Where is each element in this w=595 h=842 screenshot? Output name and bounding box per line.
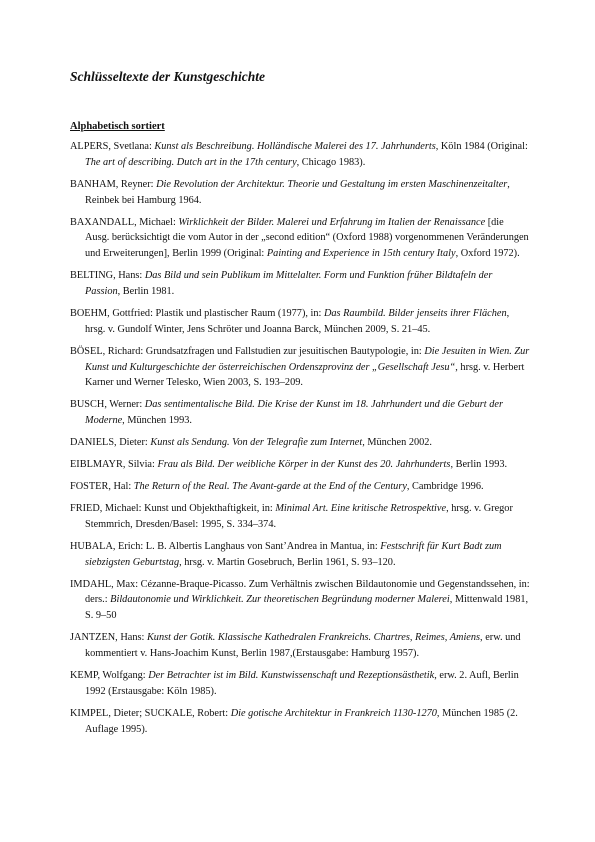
entry-text: JANTZEN, Hans: — [70, 632, 147, 644]
entry-text: , Reinbek bei Hamburg 1964. — [85, 178, 510, 206]
entry-text: , Oxford 1972). — [455, 248, 520, 260]
bibliography-entry — [70, 457, 530, 473]
entry-text: BÖSEL, Richard: Grundsatzfragen und Fallstudien zur jesuitischen Bautypologie, in: — [70, 345, 425, 357]
entry-text: , München 1985 (2. Auflage 1995). — [85, 707, 518, 735]
entry-text: FRIED, Michael: Kunst und Objekthaftigkeit, in: — [70, 503, 276, 515]
entry-text: KIMPEL, Dieter; SUCKALE, Robert: — [70, 707, 231, 719]
entry-title-text: Die Revolution der Architektur. Theorie und Gestaltung im ersten Maschinenzeitalter — [156, 178, 508, 190]
entry-title-text: Painting and Experience in 15th century Italy — [266, 248, 456, 260]
bibliography-entry — [70, 397, 530, 429]
entry-title-text: Festschrift für Kurt Badt zum siebzigsten Geburtstag — [85, 540, 502, 568]
entry-text: , hrsg. v. Gundolf Winter, Jens Schröter und Joanna Barck, München 2009, S. 21–45. — [85, 307, 510, 335]
bibliography-entry — [70, 177, 530, 209]
bibliography-entry — [70, 630, 530, 662]
entry-text: ALPERS, Svetlana: — [70, 141, 155, 152]
entry-title-text: Kunst als Sendung. Von der Telegrafie zum Internet — [150, 437, 363, 449]
bibliography-entry — [70, 344, 530, 391]
entry-text: , Cambridge 1996. — [406, 481, 484, 493]
entry-text: , Berlin 1981. — [117, 285, 175, 297]
bibliography-list — [70, 139, 530, 744]
entry-title-text: Das Raumbild. Bilder jenseits ihrer Flächen — [323, 307, 507, 319]
bibliography-entry — [70, 215, 530, 262]
entry-text: DANIELS, Dieter: — [70, 437, 151, 449]
entry-text: BANHAM, Reyner: — [70, 178, 157, 190]
entry-title-text: Der Betrachter ist im Bild. Kunstwissenschaft und Rezeptionsästhetik — [148, 669, 435, 681]
entry-text: , München 1993. — [122, 415, 192, 427]
entry-text: BELTING, Hans: — [70, 270, 145, 282]
bibliography-entry — [70, 577, 530, 624]
entry-text: , erw. und kommentiert v. Hans-Joachim Kunst, Berlin 1987,(Erstausgabe: Hamburg 1957). — [85, 632, 521, 659]
entry-title-text: Bildautonomie und Wirklichkeit. Zur theoretischen Begründung moderner Malerei — [110, 594, 450, 606]
section-heading: Alphabetisch sortiert — [70, 121, 165, 132]
entry-text: , hrsg. v. Gregor Stemmrich, Dresden/Basel: 1995, S. 334–374. — [85, 503, 513, 530]
entry-text: [die Ausg. berücksichtigt die vom Autor in der „second edition“ (Oxford 1988) vorgenommenen Veränderungen und Erweiterungen], Berlin 1999 (Original: — [85, 216, 529, 260]
entry-text: FOSTER, Hal: — [70, 481, 134, 493]
bibliography-entry — [70, 539, 530, 571]
entry-text: BOEHM, Gottfried: Plastik und plastischer Raum (1977), in: — [70, 307, 324, 319]
entry-text: , hrsg. v. Herbert Karner und Werner Telesko, Wien 2003, S. 193–209. — [85, 361, 525, 389]
entry-title-text: Kunst der Gotik. Klassische Kathedralen Frankreichs. Chartres, Reimes, Amiens — [146, 632, 481, 644]
entry-text: , Berlin 1993. — [450, 459, 508, 471]
entry-title-text: The art of describing. Dutch art in the 17th century — [85, 156, 297, 168]
bibliography-entry — [70, 139, 530, 171]
entry-title-text: Minimal Art. Eine kritische Retrospektive — [275, 503, 447, 515]
entry-text: BAXANDALL, Michael: — [70, 216, 179, 228]
entry-text: EIBLMAYR, Silvia: — [70, 459, 158, 471]
entry-title-text: Das Bild und sein Publikum im Mittelalter. Form und Funktion früher Bildtafeln der Passion — [85, 270, 493, 297]
entry-text: BUSCH, Werner: — [70, 399, 145, 411]
entry-title-text: Kunst als Beschreibung. Holländische Malerei des 17. Jahrhunderts — [154, 141, 436, 152]
entry-text: IMDAHL, Max: Cézanne-Braque-Picasso. Zum Verhältnis zwischen Bildautonomie und Gegenstandssehen, in: ders.: — [70, 578, 530, 606]
entry-title-text: Wirklichkeit der Bilder. Malerei und Erfahrung im Italien der Renaissance — [178, 216, 486, 228]
bibliography-entry — [70, 706, 530, 738]
entry-title-text: Die gotische Architektur in Frankreich 1130-1270 — [230, 707, 437, 719]
bibliography-entry — [70, 501, 530, 533]
entry-text: HUBALA, Erich: L. B. Albertis Langhaus von Sant’Andrea in Mantua, in: — [70, 540, 381, 552]
bibliography-entry — [70, 435, 530, 451]
entry-title-text: The Return of the Real. The Avant-garde at the End of the Century — [133, 481, 407, 493]
document-title: Schlüsseltexte der Kunstgeschichte — [70, 69, 266, 84]
entry-text: KEMP, Wolfgang: — [70, 669, 149, 681]
entry-text: , Mittenwald 1981, S. 9–50 — [85, 594, 529, 622]
bibliography-entry — [70, 668, 530, 700]
entry-text: , Köln 1984 (Original: — [435, 141, 528, 152]
bibliography-entry — [70, 306, 530, 338]
bibliography-entry — [70, 479, 530, 495]
entry-title-text: Frau als Bild. Der weibliche Körper in der Kunst des 20. Jahrhunderts — [157, 459, 451, 471]
entry-text: , hrsg. v. Martin Gosebruch, Berlin 1961, S. 93–120. — [179, 556, 396, 568]
entry-title-text: Das sentimentalische Bild. Die Krise der Kunst im 18. Jahrhundert und die Geburt der Moderne — [85, 399, 503, 427]
entry-text: , Chicago 1983). — [296, 156, 366, 168]
bibliography-entry — [70, 268, 530, 300]
entry-text: , München 2002. — [362, 437, 432, 449]
entry-title-text: Die Jesuiten in Wien. Zur Kunst und Kulturgeschichte der österreichischen Ordenszprovinz der „Gesellschaft Jesu“ — [85, 345, 530, 373]
entry-text: , erw. 2. Aufl, Berlin 1992 (Erstausgabe: Köln 1985). — [85, 669, 519, 697]
